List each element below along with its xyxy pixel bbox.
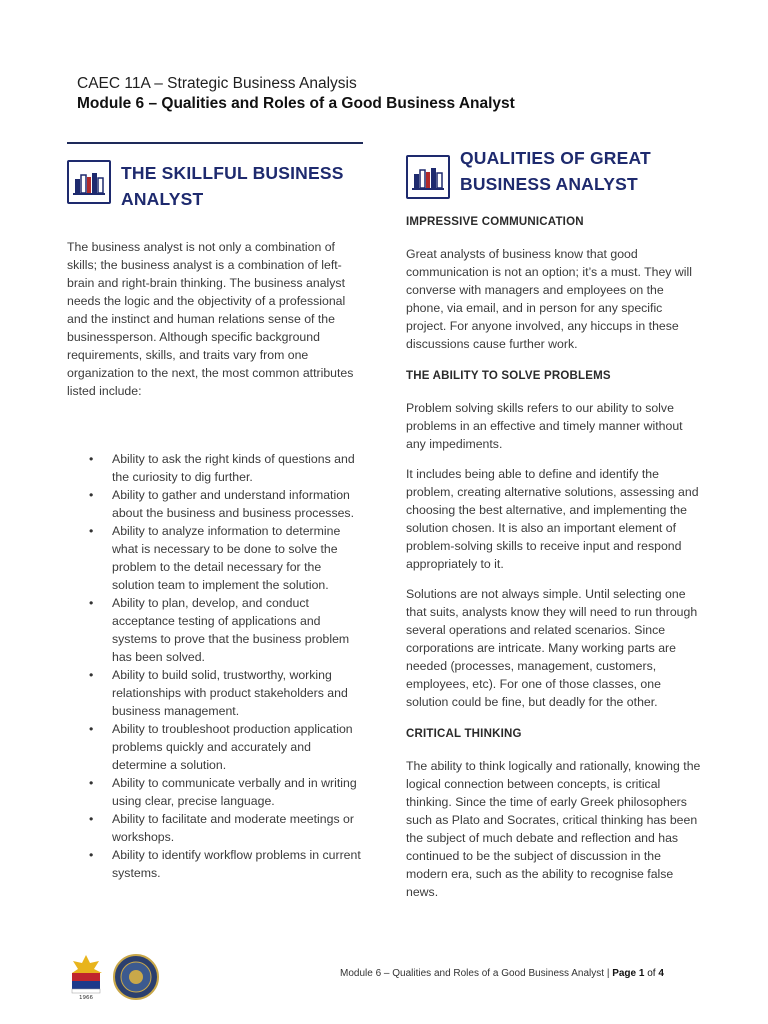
- document-header: [77, 74, 515, 114]
- bookshelf-icon: [67, 160, 111, 204]
- attribute-list: [67, 450, 363, 882]
- right-section-heading: [406, 145, 702, 199]
- right-column: [406, 145, 702, 901]
- right-section-title: QUALITIES OF GREAT BUSINESS ANALYST: [460, 148, 651, 194]
- university-logo: [66, 953, 106, 1001]
- list-item: • Ability to gather and understand information about the business and business processes.: [67, 486, 363, 522]
- intro-paragraph: The business analyst is not only a combination of skills; the business analyst is a combination of left-brain and right-brain thinking. The business analyst needs the logic and the objectivity of a professional and the instinct and human relations sense of the businessperson. Although specific background requirements, skills, and traits vary from one organization to the next, the most common attributes listed include:: [67, 240, 354, 398]
- bookshelf-icon: [406, 155, 450, 199]
- list-item: • Ability to ask the right kinds of questions and the curiosity to dig further.: [67, 450, 363, 486]
- college-seal-logo: [112, 953, 160, 1001]
- subheading-problem-solving: THE ABILITY TO SOLVE PROBLEMS: [406, 370, 611, 382]
- left-section-heading: [67, 160, 363, 212]
- course-title: CAEC 11A – Strategic Business Analysis: [77, 75, 357, 92]
- paragraph: It includes being able to define and identify the problem, creating alternative solutions, assessing and choosing the best alternative, and implementing the solution chosen. It is also an important element of problem-solving skills to receive input and respond appropriately to it.: [406, 467, 699, 571]
- page-footer: [340, 968, 664, 979]
- footer-text: Module 6 – Qualities and Roles of a Good Business Analyst |: [340, 968, 610, 979]
- page-number: Page 1 of 4: [612, 968, 664, 979]
- logo-year: 1966: [79, 995, 93, 1001]
- paragraph: The ability to think logically and rationally, knowing the logical connection between concepts, is critical thinking. Since the time of early Greek philosophers such as Plato and Socrates, critical thinking has been the subject of much debate and reflection and has continued to be the subject of discussion in the modern era, such as the ability to recognise false news.: [406, 759, 701, 899]
- list-item: • Ability to communicate verbally and in writing using clear, precise language.: [67, 774, 363, 810]
- list-item: • Ability to plan, develop, and conduct acceptance testing of applications and systems to prove that the business problem has been solved.: [67, 594, 363, 666]
- list-item: • Ability to facilitate and moderate meetings or workshops.: [67, 810, 363, 846]
- paragraph: Problem solving skills refers to our ability to solve problems in an effective and timely manner without any impediments.: [406, 401, 683, 451]
- left-column: [67, 142, 363, 882]
- subheading-communication: IMPRESSIVE COMMUNICATION: [406, 216, 584, 228]
- subheading-critical-thinking: CRITICAL THINKING: [406, 728, 522, 740]
- module-title: Module 6 – Qualities and Roles of a Good Business Analyst: [77, 95, 515, 112]
- list-item: • Ability to build solid, trustworthy, working relationships with product stakeholders and business management.: [67, 666, 363, 720]
- list-item: • Ability to troubleshoot production application problems quickly and accurately and determine a solution.: [67, 720, 363, 774]
- left-section-title: THE SKILLFUL BUSINESS ANALYST: [121, 163, 344, 209]
- list-item: • Ability to identify workflow problems in current systems.: [67, 846, 363, 882]
- list-item: • Ability to analyze information to determine what is necessary to be done to solve the problem to the detail necessary for the solution team to implement the solution.: [67, 522, 363, 594]
- paragraph: Great analysts of business know that good communication is not an option; it’s a must. They will converse with managers and employees on the phone, via email, and in person for any specific project. For anyone involved, any hiccups in these discussions cause further work.: [406, 247, 692, 351]
- footer-logos: [66, 953, 160, 1001]
- paragraph: Solutions are not always simple. Until selecting one that suits, analysts know they will need to run through several operations and related scenarios. Since corporations are intricate. Many working parts are needed (processes, management, customers, employees, etc). For one of those classes, one solution could be fine, but deadly for the other.: [406, 587, 698, 709]
